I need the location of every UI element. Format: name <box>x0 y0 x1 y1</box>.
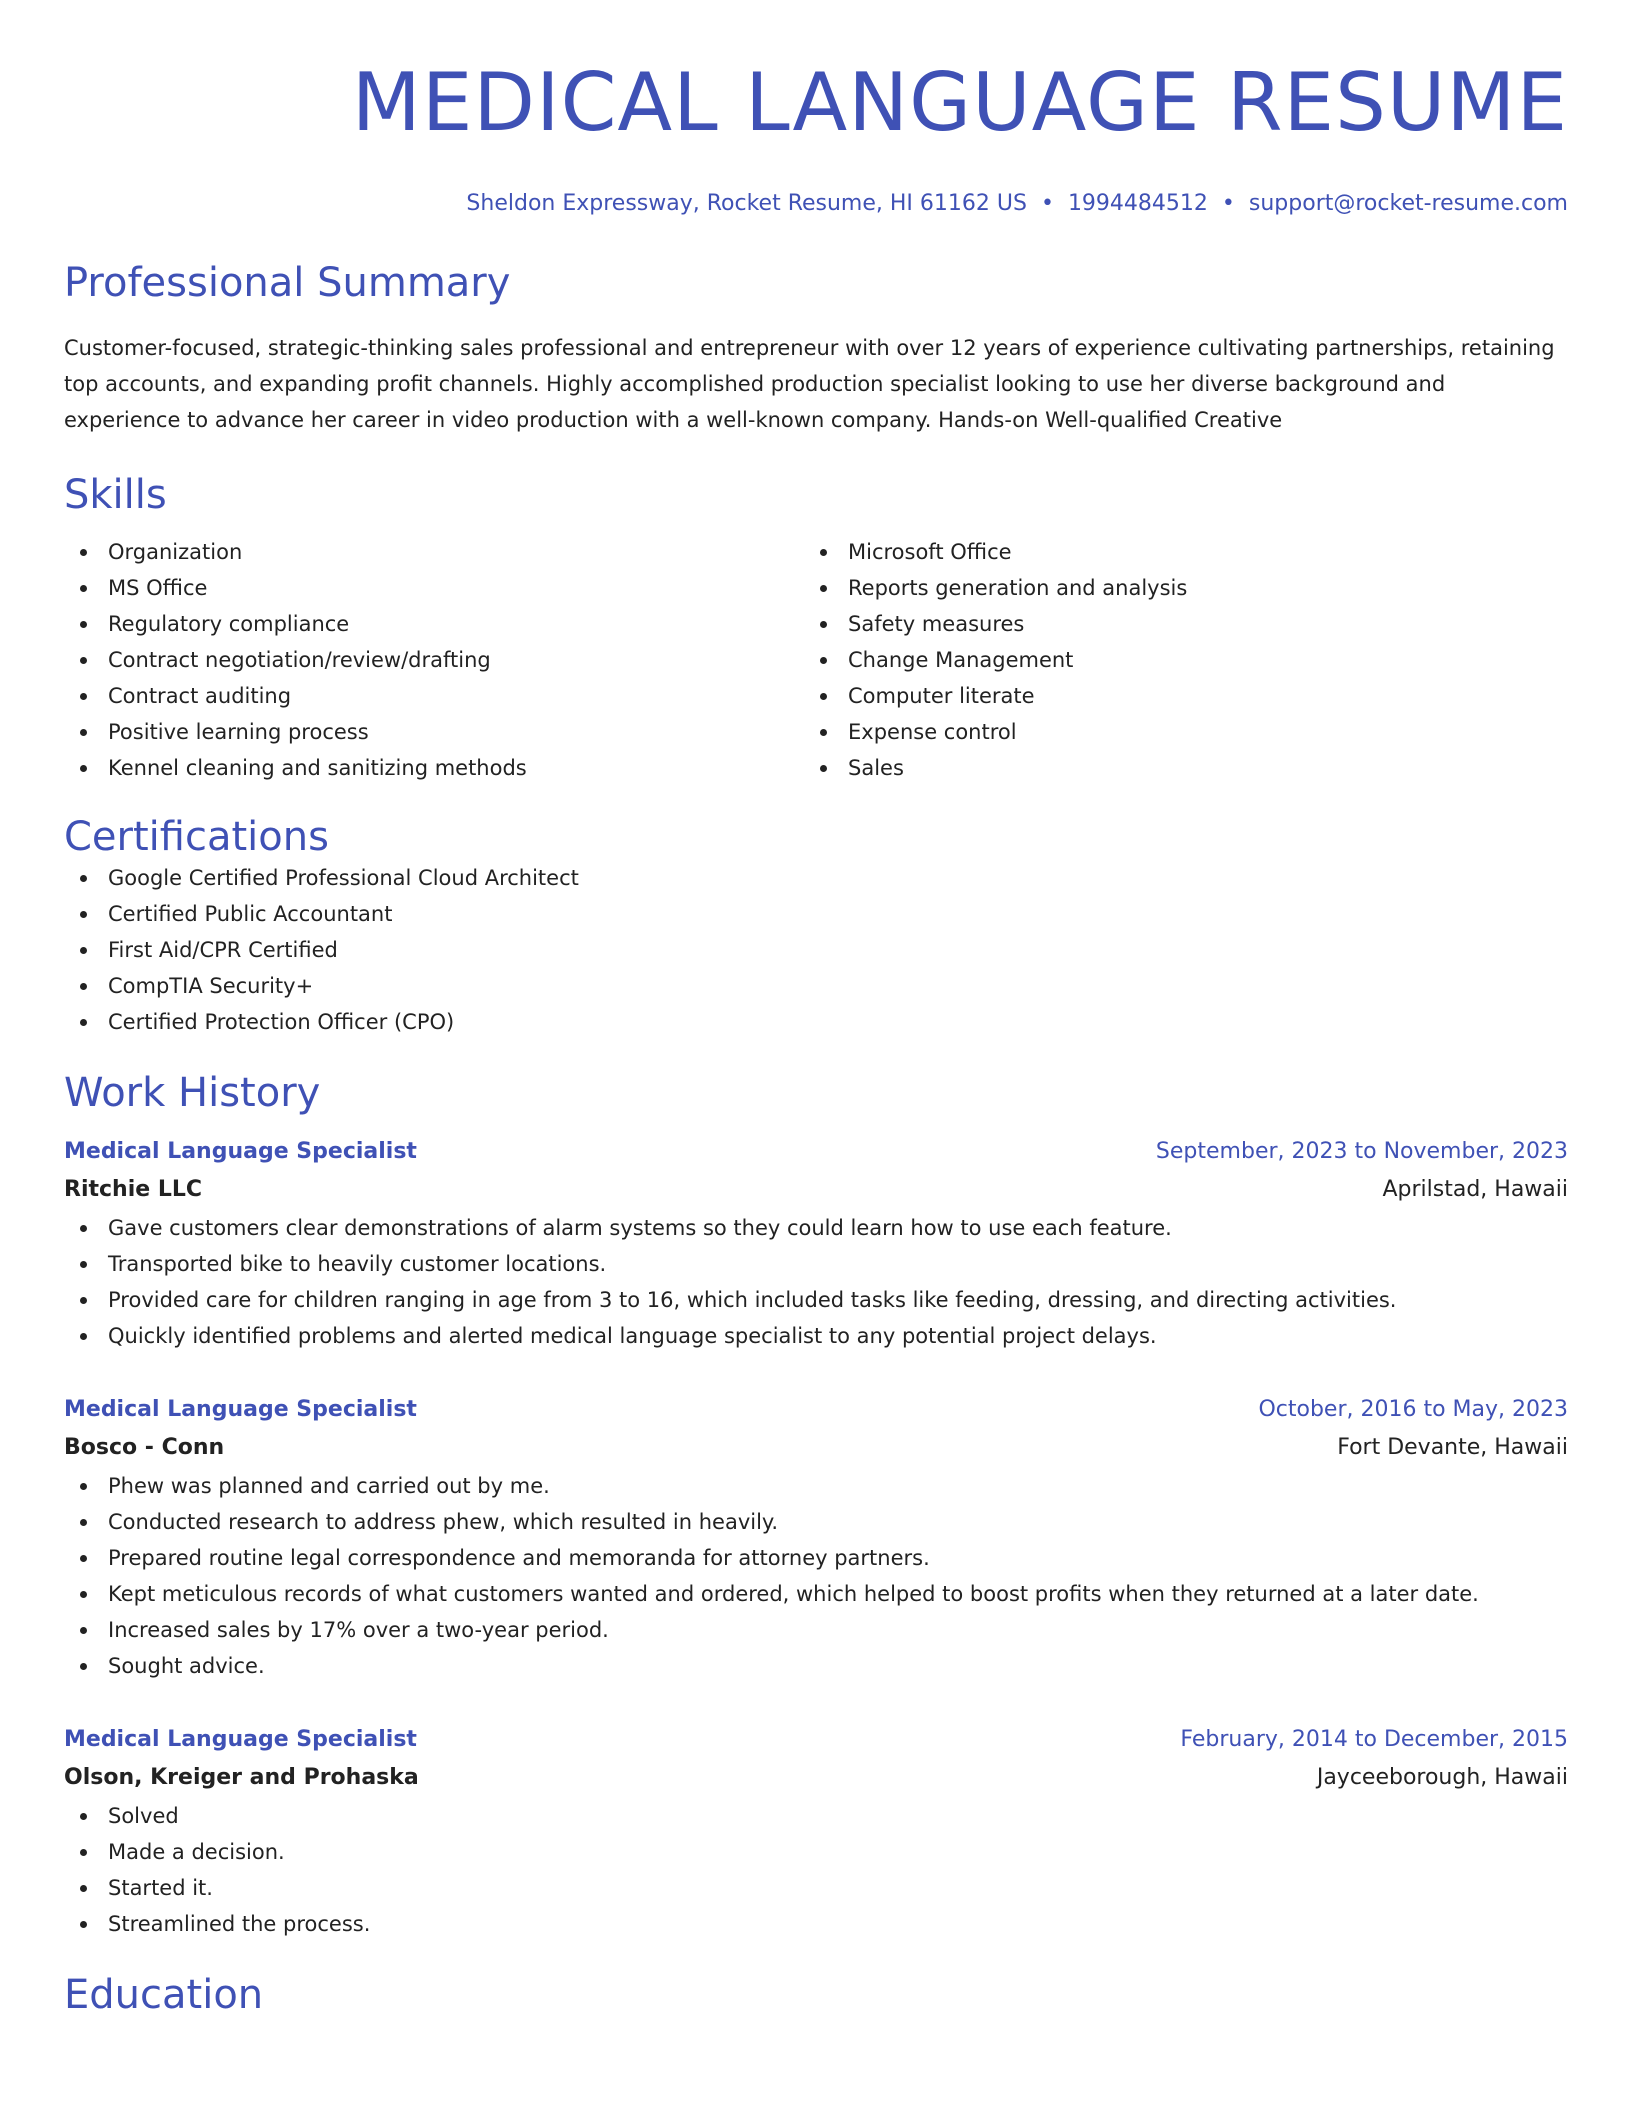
skill-item: Contract negotiation/review/drafting <box>64 642 804 678</box>
contact-address: Sheldon Expressway, Rocket Resume, HI 61162 US <box>466 191 1027 216</box>
skills-list-left <box>64 534 804 786</box>
job-bullet: Gave customers clear demonstrations of alarm systems so they could learn how to use each feature. <box>64 1210 1568 1246</box>
job-title: Medical Language Specialist <box>64 1727 417 1752</box>
job-bullets <box>64 1468 1568 1684</box>
certification-item: Google Certified Professional Cloud Architect <box>64 860 1568 896</box>
job-location: Aprilstad, Hawaii <box>1382 1177 1568 1202</box>
skill-item: Organization <box>64 534 804 570</box>
job-bullets <box>64 1210 1568 1354</box>
job-dates: September, 2023 to November, 2023 <box>1155 1139 1568 1164</box>
certification-item: CompTIA Security+ <box>64 968 1568 1004</box>
contact-email: support@rocket-resume.com <box>1248 191 1568 216</box>
job-title-row <box>64 1134 1568 1170</box>
contact-separator: • <box>1221 191 1235 216</box>
skill-item: MS Office <box>64 570 804 606</box>
job-bullet: Quickly identified problems and alerted medical language specialist to any potential project delays. <box>64 1318 1568 1354</box>
certifications-heading: Certifications <box>64 814 329 860</box>
job-location: Fort Devante, Hawaii <box>1337 1435 1568 1460</box>
job-bullet: Prepared routine legal correspondence and memoranda for attorney partners. <box>64 1540 1568 1576</box>
job-title-row <box>64 1392 1568 1428</box>
contact-line <box>64 190 1568 218</box>
job-title: Medical Language Specialist <box>64 1397 417 1422</box>
certification-item: First Aid/CPR Certified <box>64 932 1568 968</box>
job-company: Bosco - Conn <box>64 1435 225 1460</box>
job-bullet: Made a decision. <box>64 1834 1568 1870</box>
resume-name: MEDICAL LANGUAGE RESUME <box>351 56 1568 149</box>
job-entry <box>64 1134 1568 1354</box>
skill-item: Reports generation and analysis <box>804 570 1544 606</box>
summary-heading: Professional Summary <box>64 260 511 306</box>
job-bullet: Provided care for children ranging in age from 3 to 16, which included tasks like feeding, dressing, and directing activities. <box>64 1282 1568 1318</box>
summary-text: Customer-focused, strategic-thinking sales professional and entrepreneur with over 12 years of experience cultivating partnerships, retaining top accounts, and expanding profit channels. Highly accomplished production specialist looking to use her diverse background and experience to advance her career in video production with a well-known company. Hands-on Well-qualified Creative <box>64 336 1555 432</box>
job-title: Medical Language Specialist <box>64 1139 417 1164</box>
job-bullet: Solved <box>64 1798 1568 1834</box>
certification-item: Certified Public Accountant <box>64 896 1568 932</box>
skills-grid <box>64 534 1568 786</box>
work-history-heading: Work History <box>64 1070 321 1116</box>
education-heading: Education <box>64 1972 264 2018</box>
skill-item: Positive learning process <box>64 714 804 750</box>
job-bullet: Increased sales by 17% over a two-year period. <box>64 1612 1568 1648</box>
skill-item: Contract auditing <box>64 678 804 714</box>
job-company: Ritchie LLC <box>64 1177 203 1202</box>
skill-item: Sales <box>804 750 1544 786</box>
skill-item: Expense control <box>804 714 1544 750</box>
skill-item: Microsoft Office <box>804 534 1544 570</box>
job-bullet: Streamlined the process. <box>64 1906 1568 1942</box>
job-entry <box>64 1722 1568 1942</box>
job-dates: October, 2016 to May, 2023 <box>1258 1397 1568 1422</box>
skill-item: Regulatory compliance <box>64 606 804 642</box>
job-bullet: Phew was planned and carried out by me. <box>64 1468 1568 1504</box>
contact-separator: • <box>1040 191 1054 216</box>
job-company-row <box>64 1428 1568 1468</box>
job-location: Jayceeborough, Hawaii <box>1316 1765 1568 1790</box>
job-bullet: Started it. <box>64 1870 1568 1906</box>
skill-item: Computer literate <box>804 678 1544 714</box>
job-bullet: Kept meticulous records of what customers wanted and ordered, which helped to boost profits when they returned at a later date. <box>64 1576 1568 1612</box>
job-company: Olson, Kreiger and Prohaska <box>64 1765 419 1790</box>
skill-item: Safety measures <box>804 606 1544 642</box>
contact-phone: 1994484512 <box>1067 191 1208 216</box>
skills-list-right <box>804 534 1544 786</box>
skill-item: Change Management <box>804 642 1544 678</box>
job-bullet: Sought advice. <box>64 1648 1568 1684</box>
job-bullets <box>64 1798 1568 1942</box>
job-bullet: Transported bike to heavily customer locations. <box>64 1246 1568 1282</box>
certification-item: Certified Protection Officer (CPO) <box>64 1004 1568 1040</box>
skill-item: Kennel cleaning and sanitizing methods <box>64 750 804 786</box>
skills-heading: Skills <box>64 472 167 518</box>
certifications-list <box>64 860 1568 1040</box>
job-entry <box>64 1392 1568 1684</box>
job-title-row <box>64 1722 1568 1758</box>
job-dates: February, 2014 to December, 2015 <box>1180 1727 1568 1752</box>
job-bullet: Conducted research to address phew, which resulted in heavily. <box>64 1504 1568 1540</box>
job-company-row <box>64 1170 1568 1210</box>
job-company-row <box>64 1758 1568 1798</box>
resume-header <box>64 0 1568 218</box>
